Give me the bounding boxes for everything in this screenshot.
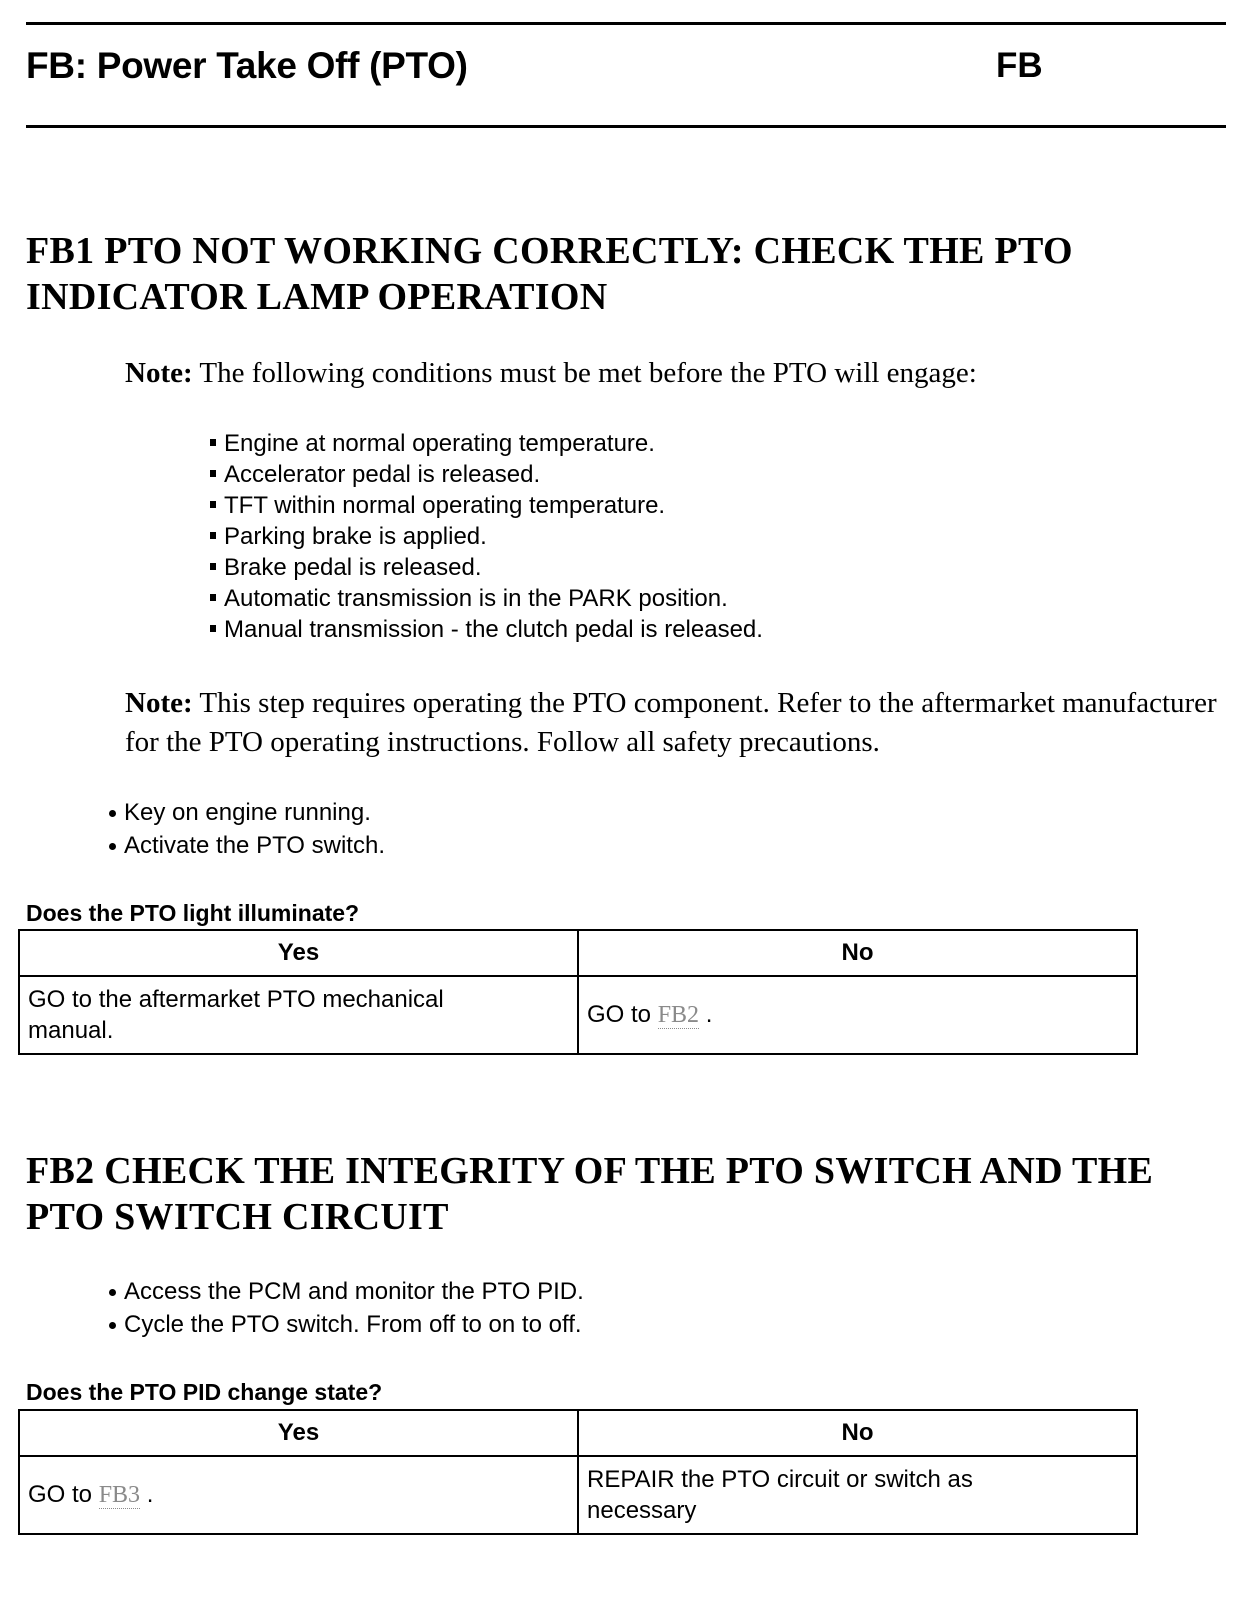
note-label: Note: <box>125 357 193 389</box>
fb1-result-table <box>18 929 1138 1055</box>
step-fb1-heading-line2: INDICATOR LAMP OPERATION <box>26 276 608 318</box>
no-header: No <box>578 930 1137 976</box>
yes-cell <box>19 1456 578 1534</box>
yes-header: Yes <box>19 930 578 976</box>
list-item: Automatic transmission is in the PARK position. <box>208 583 763 614</box>
yes-cell-prefix: GO to <box>28 1481 93 1508</box>
fb1-actions-list <box>108 796 385 862</box>
step-fb1-heading <box>26 228 1226 320</box>
list-item: Engine at normal operating temperature. <box>208 428 763 459</box>
fb2-result-table <box>18 1409 1138 1535</box>
conditions-list <box>208 428 763 645</box>
note-conditions <box>125 354 1225 393</box>
note-safety <box>125 684 1225 762</box>
yes-cell <box>19 976 578 1054</box>
yes-header: Yes <box>19 1410 578 1456</box>
step-fb2-heading-line2: PTO SWITCH CIRCUIT <box>26 1196 449 1238</box>
list-item: Brake pedal is released. <box>208 552 763 583</box>
no-cell-prefix: GO to <box>587 1001 652 1028</box>
fb2-actions-list <box>108 1275 584 1341</box>
note-label: Note: <box>125 687 193 719</box>
list-item: TFT within normal operating temperature. <box>208 490 763 521</box>
page-title: FB: Power Take Off (PTO) <box>26 45 468 86</box>
step-fb2-heading <box>26 1148 1226 1240</box>
no-cell-line2: necessary <box>587 1497 697 1524</box>
no-cell-line1: REPAIR the PTO circuit or switch as <box>587 1466 973 1493</box>
step-fb1-heading-line1: FB1 PTO NOT WORKING CORRECTLY: CHECK THE PTO <box>26 230 1073 272</box>
no-cell <box>578 1456 1137 1534</box>
list-item: Manual transmission - the clutch pedal is released. <box>208 614 763 645</box>
note-text: The following conditions must be met before the PTO will engage: <box>199 357 977 389</box>
link-fb3[interactable]: FB3 <box>98 1482 141 1508</box>
yes-cell-line1: GO to the aftermarket PTO mechanical <box>28 986 444 1013</box>
list-item: Accelerator pedal is released. <box>208 459 763 490</box>
no-cell-suffix: . <box>705 1001 713 1028</box>
page-header <box>26 22 1226 128</box>
list-item: Cycle the PTO switch. From off to on to off. <box>108 1308 584 1341</box>
fb2-question: Does the PTO PID change state? <box>26 1379 383 1405</box>
section-code: FB <box>996 46 1043 85</box>
no-cell <box>578 976 1137 1054</box>
fb1-question: Does the PTO light illuminate? <box>26 900 360 926</box>
list-item: Access the PCM and monitor the PTO PID. <box>108 1275 584 1308</box>
no-header: No <box>578 1410 1137 1456</box>
yes-cell-suffix: . <box>146 1481 154 1508</box>
list-item: Activate the PTO switch. <box>108 829 385 862</box>
yes-cell-line2: manual. <box>28 1017 114 1044</box>
list-item: Key on engine running. <box>108 796 385 829</box>
link-fb2[interactable]: FB2 <box>657 1002 700 1028</box>
note-text: This step requires operating the PTO component. Refer to the aftermarket manufacturer for the PTO operating instructions. Follow all safety precautions. <box>125 687 1217 758</box>
step-fb2-heading-line1: FB2 CHECK THE INTEGRITY OF THE PTO SWITCH AND THE <box>26 1150 1154 1192</box>
list-item: Parking brake is applied. <box>208 521 763 552</box>
